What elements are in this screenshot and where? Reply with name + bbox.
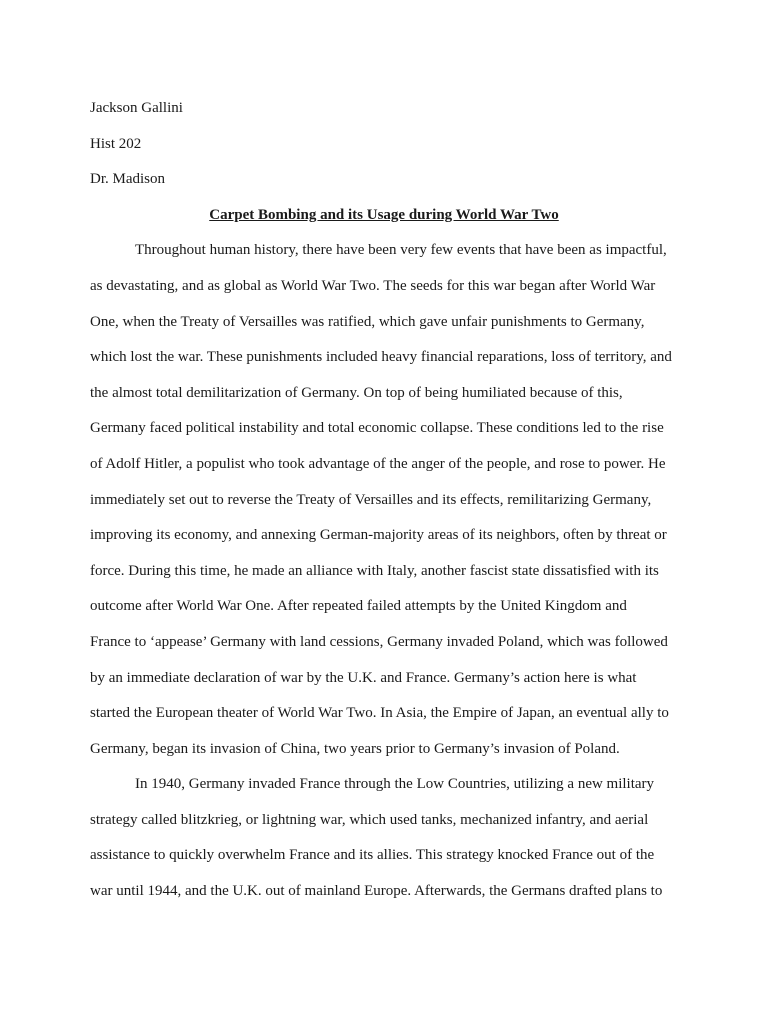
paragraph-line: One, when the Treaty of Versailles was ratified, which gave unfair punishments to Germany,: [90, 313, 645, 330]
paragraph-line: Germany, began its invasion of China, two years prior to Germany’s invasion of Poland.: [90, 740, 620, 757]
paragraph-line: assistance to quickly overwhelm France and its allies. This strategy knocked France out of the: [90, 847, 655, 864]
paragraph-line: France to ‘appease’ Germany with land cessions, Germany invaded Poland, which was followed: [90, 633, 668, 650]
paragraph-line: started the European theater of World War Two. In Asia, the Empire of Japan, an eventual ally to: [90, 705, 669, 722]
paragraph-line: by an immediate declaration of war by the U.K. and France. Germany’s action here is what: [90, 669, 637, 686]
instructor-name: Dr. Madison: [90, 171, 165, 188]
paragraph-line: immediately set out to reverse the Treaty of Versailles and its effects, remilitarizing Germany,: [90, 491, 652, 508]
paragraph-line: of Adolf Hitler, a populist who took advantage of the anger of the people, and rose to power. He: [90, 455, 666, 472]
paragraph-line: Germany faced political instability and total economic collapse. These conditions led to the rise: [90, 420, 664, 437]
course-name: Hist 202: [90, 135, 142, 152]
author-name: Jackson Gallini: [90, 100, 183, 116]
paragraph-1: [90, 233, 678, 767]
paragraph-2: [90, 767, 678, 909]
paragraph-line: which lost the war. These punishments included heavy financial reparations, loss of territory, and: [90, 349, 672, 366]
paragraph-line: the almost total demilitarization of Germany. On top of being humiliated because of this,: [90, 384, 623, 401]
paragraph-line: outcome after World War One. After repeated failed attempts by the United Kingdom and: [90, 598, 627, 615]
paragraph-line: Throughout human history, there have been very few events that have been as impactful,: [135, 242, 667, 259]
paragraph-line: war until 1944, and the U.K. out of mainland Europe. Afterwards, the Germans drafted plans to: [90, 883, 663, 900]
document-body: [90, 91, 678, 910]
paragraph-line: In 1940, Germany invaded France through the Low Countries, utilizing a new military: [135, 776, 655, 793]
paragraph-line: strategy called blitzkrieg, or lightning war, which used tanks, mechanized infantry, and aerial: [90, 811, 649, 828]
paragraph-line: improving its economy, and annexing German-majority areas of its neighbors, often by threat or: [90, 527, 667, 544]
paragraph-line: as devastating, and as global as World War Two. The seeds for this war began after World War: [90, 277, 656, 294]
paragraph-line: force. During this time, he made an alliance with Italy, another fascist state dissatisfied with its: [90, 562, 659, 579]
essay-title: Carpet Bombing and its Usage during World War Two: [209, 206, 559, 223]
